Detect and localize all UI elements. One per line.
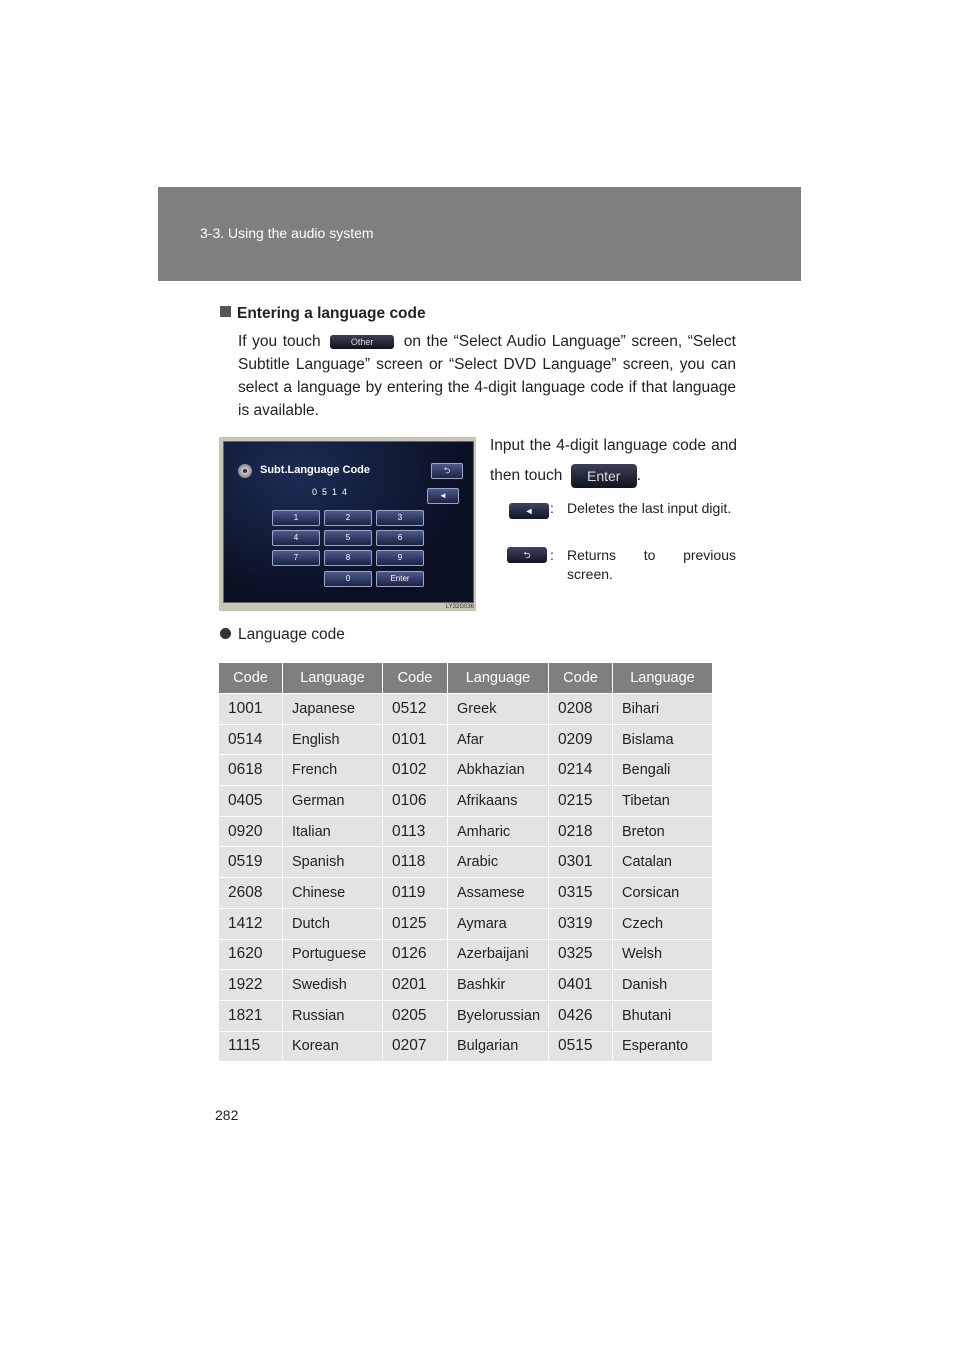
language-cell: Catalan — [613, 847, 713, 878]
screen-title: Subt.Language Code — [260, 464, 370, 476]
other-button: Other — [330, 335, 394, 349]
language-code-table — [219, 663, 713, 1062]
language-cell: Abkhazian — [448, 755, 549, 786]
code-cell: 1922 — [219, 970, 283, 1001]
language-cell: Breton — [613, 817, 713, 848]
table-row — [219, 786, 713, 817]
left-arrow-icon: ◄ — [427, 488, 459, 504]
code-cell: 1001 — [219, 694, 283, 725]
code-cell: 0315 — [549, 878, 613, 909]
code-cell: 0101 — [383, 725, 448, 756]
language-cell: German — [283, 786, 383, 817]
code-cell: 1412 — [219, 909, 283, 940]
language-cell: Arabic — [448, 847, 549, 878]
code-cell: 0208 — [549, 694, 613, 725]
code-cell: 0106 — [383, 786, 448, 817]
header-language: Language — [283, 663, 383, 694]
screen-display — [223, 441, 474, 603]
language-cell: Esperanto — [613, 1032, 713, 1063]
code-cell: 0102 — [383, 755, 448, 786]
code-cell: 0618 — [219, 755, 283, 786]
language-code-heading-text: Language code — [238, 626, 345, 643]
code-cell: 0118 — [383, 847, 448, 878]
note-delete-text: Deletes the last input digit. — [567, 500, 732, 516]
code-cell: 0401 — [549, 970, 613, 1001]
table-row — [219, 755, 713, 786]
language-cell: Azerbaijani — [448, 940, 549, 971]
language-cell: Italian — [283, 817, 383, 848]
code-cell: 0214 — [549, 755, 613, 786]
header-code: Code — [219, 663, 283, 694]
header-code: Code — [549, 663, 613, 694]
code-cell: 0325 — [549, 940, 613, 971]
table-row — [219, 1032, 713, 1063]
page-number: 282 — [215, 1107, 239, 1123]
code-cell: 0519 — [219, 847, 283, 878]
language-cell: Bislama — [613, 725, 713, 756]
note-return-text: Returns to previous screen. — [567, 547, 736, 582]
language-cell: Korean — [283, 1032, 383, 1063]
section-title: 3-3. Using the audio system — [200, 225, 374, 241]
language-cell: Byelorussian — [448, 1001, 549, 1032]
code-cell: 2608 — [219, 878, 283, 909]
header-language: Language — [448, 663, 549, 694]
language-cell: Danish — [613, 970, 713, 1001]
language-cell: Bengali — [613, 755, 713, 786]
key-6: 6 — [376, 530, 424, 546]
code-cell: 0301 — [549, 847, 613, 878]
key-5: 5 — [324, 530, 372, 546]
code-cell: 0113 — [383, 817, 448, 848]
key-4: 4 — [272, 530, 320, 546]
code-cell: 1115 — [219, 1032, 283, 1063]
note-colon: : — [550, 547, 554, 563]
table-row — [219, 878, 713, 909]
intro-paragraph — [238, 330, 736, 422]
code-cell: 0205 — [383, 1001, 448, 1032]
table-row — [219, 940, 713, 971]
code-cell: 0119 — [383, 878, 448, 909]
language-cell: Corsican — [613, 878, 713, 909]
language-cell: Swedish — [283, 970, 383, 1001]
code-cell: 0207 — [383, 1032, 448, 1063]
code-cell: 0319 — [549, 909, 613, 940]
note-colon: : — [550, 500, 554, 516]
code-cell: 0920 — [219, 817, 283, 848]
para-text-before: If you touch — [238, 333, 321, 350]
instruction-period: . — [636, 467, 642, 484]
key-3: 3 — [376, 510, 424, 526]
code-cell: 0125 — [383, 909, 448, 940]
table-row — [219, 847, 713, 878]
disc-icon — [238, 464, 252, 478]
instruction-part1: Input the 4-digit language code and then touch — [490, 437, 737, 484]
table-row — [219, 909, 713, 940]
code-cell: 0514 — [219, 725, 283, 756]
key-7: 7 — [272, 550, 320, 566]
enter-button: Enter — [571, 464, 637, 488]
table-body — [219, 694, 713, 1062]
code-cell: 0218 — [549, 817, 613, 848]
table-row — [219, 694, 713, 725]
language-cell: Aymara — [448, 909, 549, 940]
code-cell: 0515 — [549, 1032, 613, 1063]
code-cell: 1620 — [219, 940, 283, 971]
code-cell: 0201 — [383, 970, 448, 1001]
language-cell: Afar — [448, 725, 549, 756]
key-0: 0 — [324, 571, 372, 587]
para-text-after: on the “Select Audio Language” screen, “Select Subtitle Language” screen or “Select DVD Language” screen, you can select a language by entering the 4-digit language code if that language is available. — [238, 333, 736, 419]
language-cell: Bashkir — [448, 970, 549, 1001]
language-cell: Afrikaans — [448, 786, 549, 817]
language-cell: Greek — [448, 694, 549, 725]
table-row — [219, 817, 713, 848]
code-cell: 1821 — [219, 1001, 283, 1032]
language-cell: Japanese — [283, 694, 383, 725]
language-cell: Russian — [283, 1001, 383, 1032]
language-cell: Portuguese — [283, 940, 383, 971]
code-cell: 0405 — [219, 786, 283, 817]
key-9: 9 — [376, 550, 424, 566]
language-cell: Bulgarian — [448, 1032, 549, 1063]
table-row — [219, 1001, 713, 1032]
code-cell: 0512 — [383, 694, 448, 725]
note-return — [550, 546, 736, 584]
language-cell: Assamese — [448, 878, 549, 909]
code-cell: 0126 — [383, 940, 448, 971]
key-enter: Enter — [376, 571, 424, 587]
header-language: Language — [613, 663, 713, 694]
language-code-heading — [220, 626, 345, 644]
instruction-text — [490, 431, 737, 491]
language-cell: French — [283, 755, 383, 786]
language-cell: Bhutani — [613, 1001, 713, 1032]
note-delete — [550, 499, 736, 518]
header-code: Code — [383, 663, 448, 694]
image-tag: LY32G036 — [445, 604, 474, 610]
section-header-band — [158, 187, 801, 281]
language-code-screenshot — [219, 437, 476, 611]
subheading — [220, 305, 426, 323]
language-cell: Tibetan — [613, 786, 713, 817]
subheading-text: Entering a language code — [237, 305, 426, 322]
code-cell: 0426 — [549, 1001, 613, 1032]
language-cell: Welsh — [613, 940, 713, 971]
key-8: 8 — [324, 550, 372, 566]
square-bullet-icon — [220, 306, 231, 317]
language-cell: Bihari — [613, 694, 713, 725]
language-cell: Amharic — [448, 817, 549, 848]
table-row — [219, 725, 713, 756]
language-cell: Czech — [613, 909, 713, 940]
table-row — [219, 970, 713, 1001]
round-bullet-icon — [220, 628, 231, 639]
language-cell: Dutch — [283, 909, 383, 940]
key-2: 2 — [324, 510, 372, 526]
language-cell: Spanish — [283, 847, 383, 878]
key-1: 1 — [272, 510, 320, 526]
left-arrow-icon: ◄ — [509, 503, 549, 519]
screen-code-display: 0514 — [312, 487, 353, 497]
return-arrow-icon: ⮌ — [431, 463, 463, 479]
table-header-row — [219, 663, 713, 694]
language-cell: Chinese — [283, 878, 383, 909]
code-cell: 0209 — [549, 725, 613, 756]
return-arrow-icon: ⮌ — [507, 547, 547, 563]
language-cell: English — [283, 725, 383, 756]
code-cell: 0215 — [549, 786, 613, 817]
